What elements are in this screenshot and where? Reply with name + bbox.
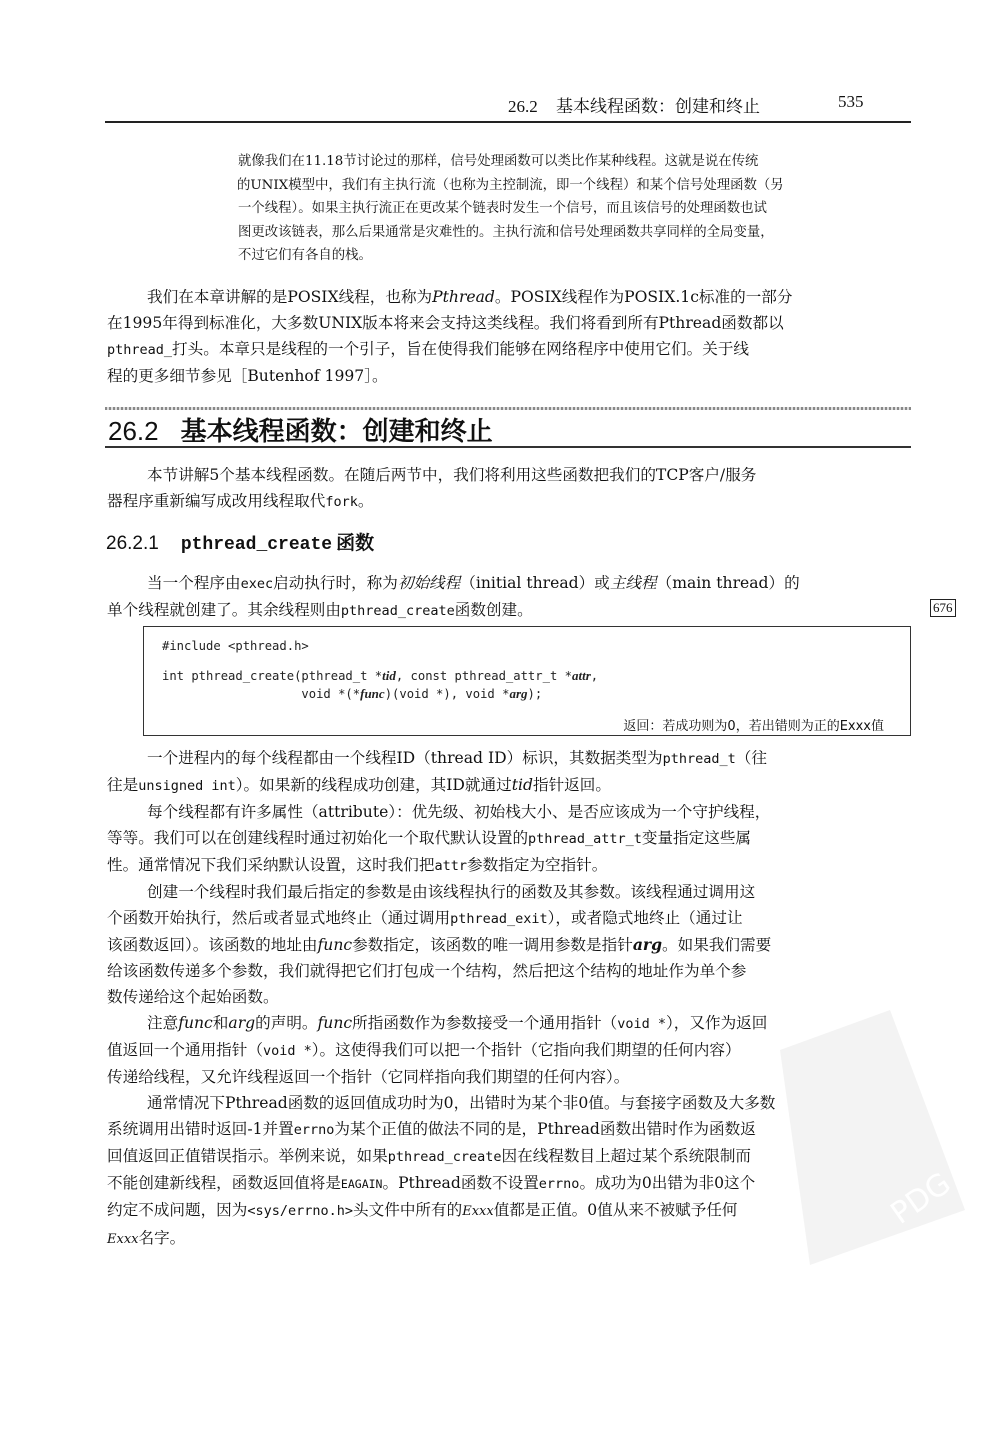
text: 器程序重新编写成改用线程取代 — [107, 492, 326, 510]
text: 名字。 — [138, 1229, 186, 1247]
text: （initial thread）或 — [460, 574, 610, 592]
code-text: , const pthread_attr_t * — [395, 669, 572, 683]
note-line: 的UNIX模型中，我们有主执行流（也称为主控制流，即一个线程）和某个信号处理函数（另 — [237, 177, 784, 193]
code-text: , — [590, 669, 599, 683]
code-attr: attr — [434, 858, 467, 874]
text: 所指函数作为参数接受一个通用指针（ — [352, 1014, 618, 1032]
code-text: )(void *), void * — [384, 687, 510, 701]
section-paragraph — [107, 462, 913, 515]
text: 参数指定为空指针。 — [467, 856, 608, 874]
text: 值返回一个通用指针（ — [107, 1041, 263, 1059]
term-pthread: Pthread — [432, 288, 495, 306]
code-sys-errno-h: <sys/errno.h> — [247, 1203, 354, 1219]
param-arg: arg — [509, 686, 528, 701]
text: 的声明。 — [255, 1014, 318, 1032]
term-exxx: Exxx — [107, 1232, 139, 1247]
term-exxx: Exxx — [462, 1204, 494, 1219]
note-line: 一个线程）。如果主执行流正在更改某个链表时发生一个信号，而且该信号的处理函数也试 — [238, 201, 767, 216]
term-func: func — [178, 1014, 213, 1032]
text: 头文件中所有的 — [353, 1201, 463, 1219]
margin-page-reference: 676 — [930, 599, 956, 617]
text: 变量指定这些属 — [641, 829, 752, 847]
text: ），又作为返回 — [666, 1014, 768, 1032]
param-tid: tid — [382, 668, 396, 683]
text: 通常情况下Pthread函数的返回值成功时为0，出错时为某个非0值。与套接字函数及大多数 — [147, 1094, 776, 1112]
watermark-logo — [770, 1010, 970, 1270]
text: 等等。我们可以在创建线程时通过初始化一个取代默认设置的 — [107, 829, 529, 847]
text: 。Pthread函数不设置 — [382, 1174, 539, 1192]
text: 当一个程序由 — [147, 574, 241, 592]
note-line: 图更改该链表，那么后果通常是灾难性的。主执行流和信号处理函数共享同样的全局变量， — [238, 224, 774, 240]
code-eagain: EAGAIN — [340, 1177, 383, 1191]
code-pthread-prefix: pthread_ — [107, 342, 173, 358]
code-text: int pthread_create(pthread_t * — [162, 669, 383, 683]
text: 我们在本章讲解的是POSIX线程，也称为 — [147, 288, 433, 306]
term-func: func — [317, 936, 353, 954]
text: 本节讲解5个基本线程函数。在随后两节中，我们将利用这些函数把我们的TCP客户/服务 — [147, 466, 757, 484]
text: 打头。本章只是线程的一个引子，旨在使得我们能够在网络程序中使用它们。关于线 — [172, 340, 750, 358]
text: 不能创建新线程，函数返回值将是 — [107, 1174, 341, 1192]
text: 因在线程数目上超过某个系统限制而 — [501, 1147, 752, 1165]
text: 个函数开始执行，然后或者显式地终止（通过调用 — [107, 909, 451, 927]
code-include: #include <pthread.h> — [162, 639, 309, 653]
function-prototype-box — [143, 626, 911, 736]
text: ），或者隐式地终止（通过让 — [547, 909, 743, 927]
section-title: 基本线程函数：创建和终止 — [180, 416, 493, 446]
text: 该函数返回）。该函数的地址由 — [107, 936, 318, 954]
subsection-heading — [106, 528, 374, 555]
watermark-text: PDG — [884, 1165, 958, 1232]
text: 性。通常情况下我们采纳默认设置，这时我们把 — [107, 856, 435, 874]
text: 往是 — [107, 776, 139, 794]
term-arg: arg — [228, 1014, 256, 1032]
code-signature-line-1 — [162, 668, 598, 684]
code-errno: errno — [293, 1122, 335, 1138]
text: 和 — [212, 1014, 229, 1032]
code-pthread-create: pthread_create — [340, 603, 455, 619]
code-text: ); — [527, 687, 543, 701]
text: 。成功为0出错为非0这个 — [579, 1174, 756, 1192]
note-line: 不过它们有各自的栈。 — [238, 248, 372, 263]
text: 约定不成问题，因为 — [107, 1201, 248, 1219]
text: 系统调用出错时返回-1并置 — [107, 1120, 294, 1138]
subsection-paragraph — [107, 570, 913, 624]
text: 给该函数传递多个参数，我们就得把它们打包成一个结构，然后把这个结构的地址作为单个参 — [107, 962, 747, 980]
subsection-title: 函数 — [336, 533, 375, 554]
text: （main thread）的 — [656, 574, 800, 592]
code-unsigned-int: unsigned int — [138, 778, 236, 794]
code-text: void *(* — [162, 687, 361, 701]
text: 传递给线程，又允许线程返回一个指针（它同样指向我们期望的任何内容）。 — [107, 1068, 630, 1086]
header-rule — [105, 121, 911, 123]
running-header — [508, 92, 864, 117]
header-title: 基本线程函数：创建和终止 — [556, 97, 760, 116]
code-exec: exec — [240, 576, 274, 592]
text: 为某个正值的做法不同的是，Pthread函数出错时作为函数返 — [334, 1120, 756, 1138]
text: 单个线程就创建了。其余线程则由 — [107, 601, 341, 619]
text: ）。这使得我们可以把一个指针（它指向我们期望的任何内容） — [311, 1041, 741, 1059]
text: 程的更多细节参见［Butenhof 1997］。 — [107, 367, 388, 385]
note-block — [238, 150, 910, 268]
note-line: 就像我们在11.18节讨论过的那样，信号处理函数可以类比作某种线程。这就是说在传统 — [238, 154, 759, 169]
code-pthread-t: pthread_t — [662, 751, 736, 767]
text: ）。如果新的线程成功创建，其ID就通过 — [235, 776, 512, 794]
subsection-number: 26.2.1 — [106, 533, 159, 554]
text: 注意 — [147, 1014, 179, 1032]
code-void-ptr: void * — [617, 1016, 667, 1032]
code-void-ptr: void * — [262, 1043, 312, 1059]
term-func: func — [317, 1014, 353, 1032]
code-pthread-attr-t: pthread_attr_t — [528, 831, 642, 847]
term-initial-thread: 初始线程 — [397, 574, 461, 592]
text: 函数创建。 — [454, 601, 533, 619]
code-signature-line-2 — [162, 686, 542, 702]
text: 。POSIX线程作为POSIX.1c标准的一部分 — [494, 288, 793, 306]
text: 每个线程都有许多属性（attribute）：优先级、初始栈大小、是否应该成为一个守护线程， — [147, 803, 771, 821]
term-tid: tid — [511, 776, 533, 794]
text: 一个进程内的每个线程都由一个线程ID（thread ID）标识，其数据类型为 — [147, 749, 663, 767]
intro-paragraph — [107, 284, 913, 389]
param-attr: attr — [571, 668, 591, 683]
text: 。如果我们需要 — [662, 936, 772, 954]
text: 。 — [357, 492, 374, 510]
code-pthread-exit: pthread_exit — [450, 911, 548, 927]
header-section-number: 26.2 — [508, 97, 538, 116]
return-value-note: 返回：若成功则为0，若出错则为正的Exxx值 — [623, 719, 884, 734]
section-rule-bottom — [105, 446, 911, 448]
code-fork: fork — [325, 494, 358, 510]
page-number: 535 — [838, 92, 864, 111]
text: 值都是正值。0值从来不被赋予任何 — [493, 1201, 738, 1219]
text: 参数指定，该函数的唯一调用参数是指针 — [352, 936, 633, 954]
text: 数传递给这个起始函数。 — [107, 988, 279, 1006]
text: 创建一个线程时我们最后指定的参数是由该线程执行的函数及其参数。该线程通过调用这 — [147, 883, 756, 901]
code-pthread-create: pthread_create — [387, 1149, 502, 1165]
section-heading — [108, 411, 493, 448]
code-errno: errno — [538, 1176, 580, 1192]
term-main-thread: 主线程 — [609, 574, 657, 592]
param-func: func — [360, 686, 385, 701]
text: 回值返回正值错误指示。举例来说，如果 — [107, 1147, 388, 1165]
section-number: 26.2 — [108, 416, 159, 446]
text: 指针返回。 — [532, 776, 611, 794]
subsection-code: pthread_create — [180, 535, 333, 555]
term-arg: arg — [632, 935, 663, 954]
text: 启动执行时，称为 — [273, 574, 398, 592]
text: （往 — [735, 749, 767, 767]
text: 在1995年得到标准化，大多数UNIX版本将来会支持这类线程。我们将看到所有Pthread函数都以 — [107, 314, 784, 332]
section-rule-top — [105, 407, 911, 410]
